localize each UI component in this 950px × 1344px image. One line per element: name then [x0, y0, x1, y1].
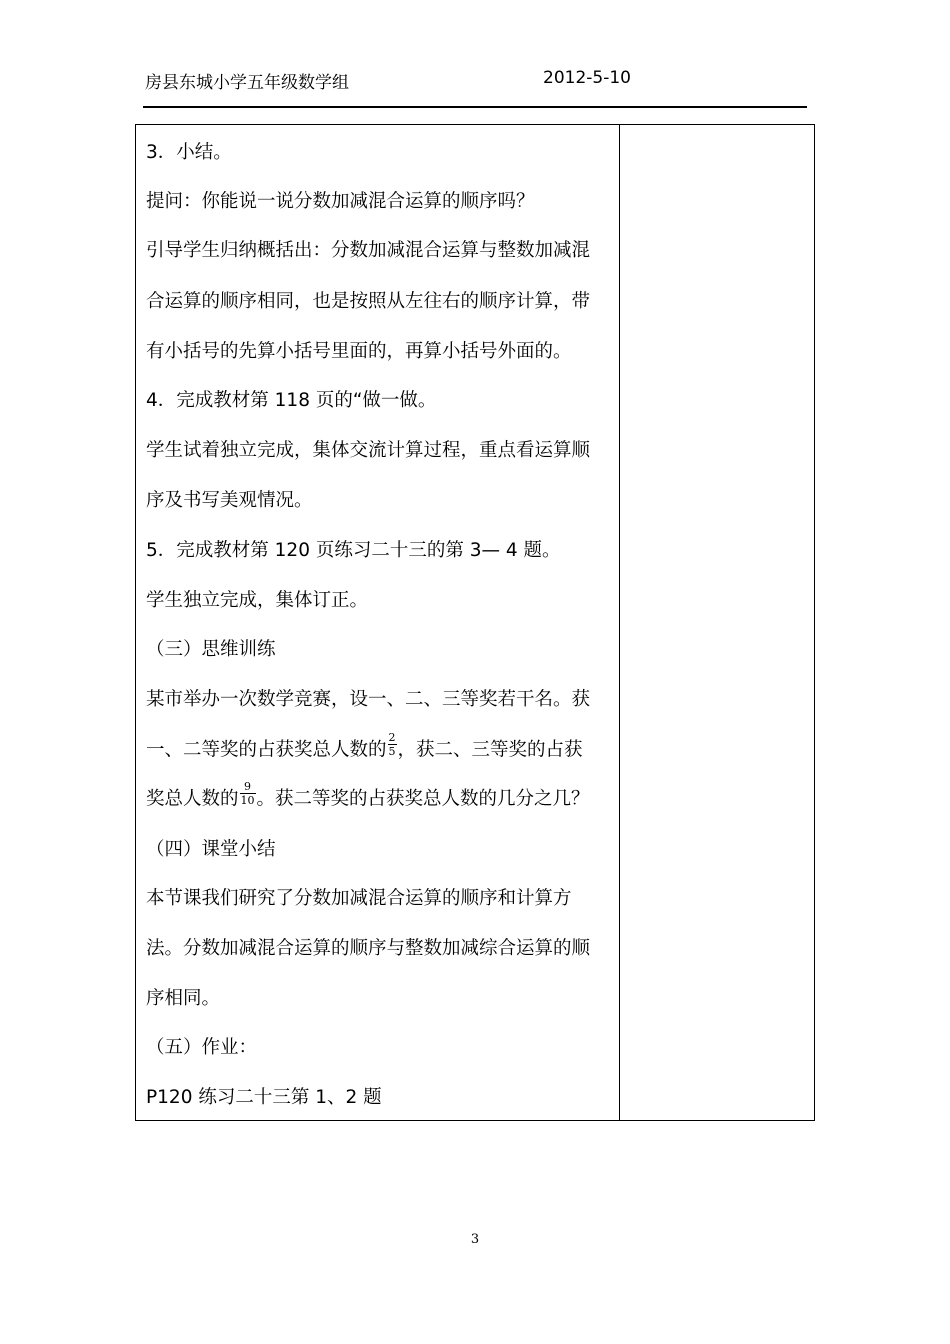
- lesson-table: [135, 124, 815, 1121]
- text-segment: 奖总人数的: [146, 788, 239, 810]
- page-number: 3: [470, 1232, 480, 1247]
- fraction-numerator: 9: [244, 780, 252, 793]
- text-segment: ，获二、三等奖的占获: [397, 739, 583, 761]
- fraction-denominator: 5: [388, 745, 396, 758]
- text-line: 引导学生归纳概括出：分数加减混合运算与整数加减混: [146, 240, 591, 261]
- fraction-numerator: 2: [388, 731, 396, 744]
- page-header-title: 房县东城小学五年级数学组: [145, 73, 349, 93]
- text-line: 提问：你能说一说分数加减混合运算的顺序吗？: [146, 191, 535, 212]
- text-line: 4．完成教材第 118 页的“做一做。: [146, 390, 437, 411]
- fraction: [388, 732, 397, 757]
- text-line: 5．完成教材第 120 页练习二十三的第 3— 4 题。: [146, 540, 561, 561]
- text-line-with-fraction: [146, 780, 590, 812]
- text-line: 学生试着独立完成，集体交流计算过程，重点看运算顺: [146, 440, 591, 461]
- text-line: 有小括号的先算小括号里面的，再算小括号外面的。: [146, 341, 572, 362]
- text-segment: 一、二等奖的占获奖总人数的: [146, 739, 387, 761]
- text-line: 本节课我们研究了分数加减混合运算的顺序和计算方: [146, 888, 572, 909]
- text-line: P120 练习二十三第 1、2 题: [146, 1087, 382, 1108]
- text-line: 学生独立完成，集体订正。: [146, 590, 369, 611]
- header-rule: [143, 106, 807, 108]
- text-line: 序及书写美观情况。: [146, 490, 313, 511]
- section-heading: （四）课堂小结: [146, 839, 276, 860]
- text-line: 法。分数加减混合运算的顺序与整数加减综合运算的顺: [146, 938, 591, 959]
- fraction-denominator: 10: [240, 794, 255, 807]
- text-line-with-fraction: [146, 731, 583, 763]
- section-heading: （五）作业：: [146, 1037, 258, 1058]
- text-line: 合运算的顺序相同，也是按照从左往右的顺序计算，带: [146, 291, 591, 312]
- text-segment: 。获二等奖的占获奖总人数的几分之几？: [256, 788, 590, 810]
- text-line: 3．小结。: [146, 142, 232, 163]
- table-column-divider: [619, 125, 620, 1120]
- fraction: [240, 781, 256, 806]
- page-header-date: 2012-5-10: [543, 68, 631, 88]
- text-line: 序相同。: [146, 988, 221, 1009]
- section-heading: （三）思维训练: [146, 639, 276, 660]
- text-line: 某市举办一次数学竞赛，设一、二、三等奖若干名。获: [146, 689, 591, 710]
